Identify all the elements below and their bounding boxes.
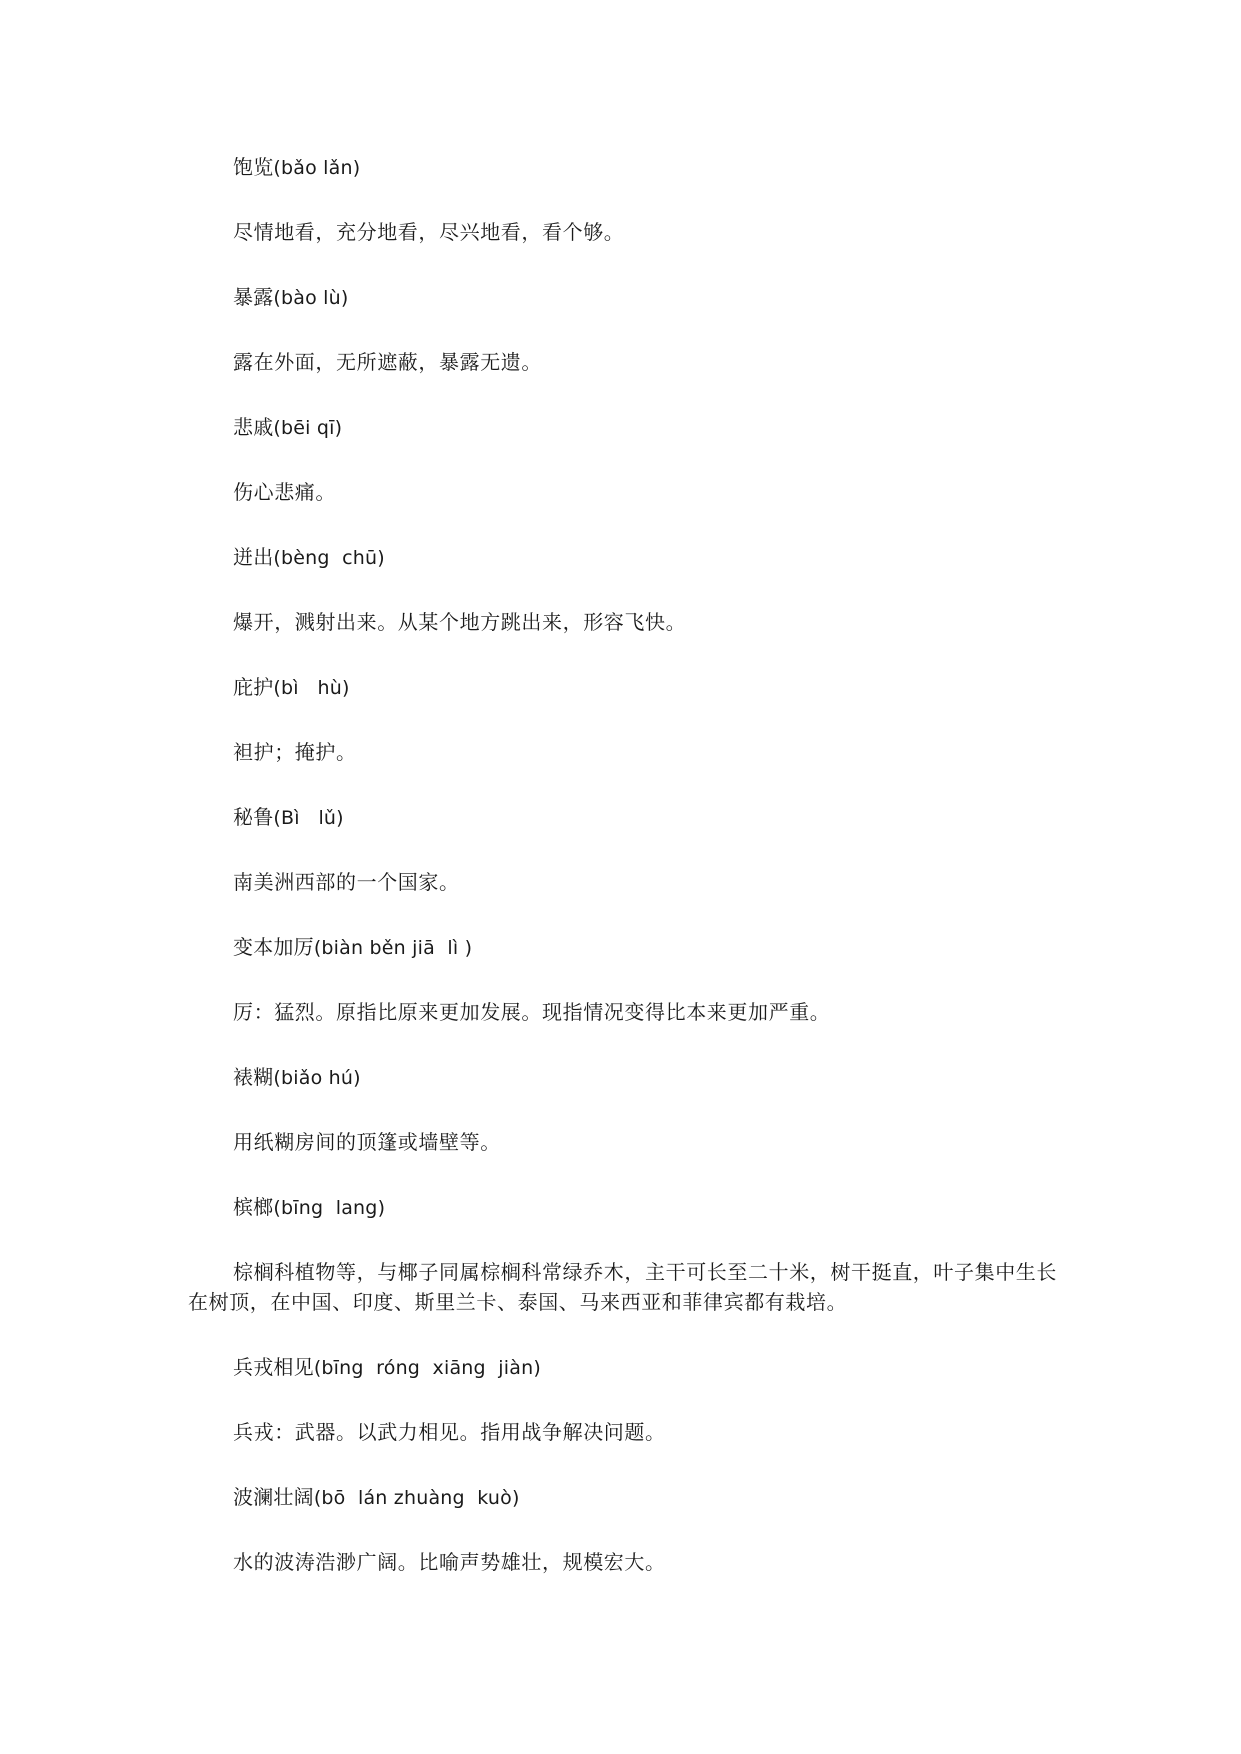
vocab-definition: 袒护；掩护。 — [233, 740, 357, 764]
vocab-entry — [188, 672, 1058, 767]
vocab-entry — [188, 1352, 1058, 1447]
term-word: 槟榔 — [233, 1195, 274, 1219]
term-pinyin: (bèng chū) — [273, 547, 385, 569]
vocab-entry — [188, 1192, 1058, 1317]
term-pinyin: (bō lán zhuàng kuò) — [313, 1487, 520, 1509]
vocab-definition: 伤心悲痛。 — [233, 480, 336, 504]
vocab-entry — [188, 152, 1058, 247]
vocab-definition: 尽情地看，充分地看，尽兴地看，看个够。 — [233, 220, 625, 244]
vocab-definition: 用纸糊房间的顶篷或墙壁等。 — [233, 1130, 501, 1154]
term-word: 秘鲁 — [233, 805, 274, 829]
term-pinyin: (bì hù) — [273, 677, 350, 699]
vocab-term — [233, 282, 1058, 312]
vocab-entry — [188, 412, 1058, 507]
term-pinyin: (bīng róng xiāng jiàn) — [313, 1357, 541, 1379]
term-pinyin: (bīng lang) — [273, 1197, 386, 1219]
vocab-entry — [188, 1062, 1058, 1157]
vocab-term — [233, 1062, 1058, 1092]
vocab-definition: 水的波涛浩渺广阔。比喻声势雄壮，规模宏大。 — [233, 1550, 666, 1574]
vocab-term — [233, 802, 1058, 832]
term-word: 迸出 — [233, 545, 274, 569]
vocab-entry — [188, 932, 1058, 1027]
vocab-term — [233, 542, 1058, 572]
vocab-term — [233, 1352, 1058, 1382]
vocab-term — [233, 672, 1058, 702]
term-word: 兵戎相见 — [233, 1355, 314, 1379]
vocab-entry — [188, 1482, 1058, 1577]
vocab-definition: 露在外面，无所遮蔽，暴露无遗。 — [233, 350, 542, 374]
vocab-definition: 兵戎：武器。以武力相见。指用战争解决问题。 — [233, 1420, 666, 1444]
term-pinyin: (Bì lǔ) — [273, 807, 344, 829]
vocabulary-list — [188, 152, 1058, 1612]
term-pinyin: (bǎo lǎn) — [273, 157, 361, 179]
vocab-entry — [188, 282, 1058, 377]
term-pinyin: (bēi qī) — [273, 417, 343, 439]
term-word: 波澜壮阔 — [233, 1485, 314, 1509]
term-word: 饱览 — [233, 155, 274, 179]
vocab-term — [233, 412, 1058, 442]
vocab-term — [233, 152, 1058, 182]
vocab-definition: 爆开，溅射出来。从某个地方跳出来，形容飞快。 — [233, 610, 687, 634]
term-pinyin: (bào lù) — [273, 287, 349, 309]
vocab-definition: 厉：猛烈。原指比原来更加发展。现指情况变得比本来更加严重。 — [233, 1000, 831, 1024]
term-pinyin: (biǎo hú) — [273, 1067, 361, 1089]
vocab-term — [233, 1482, 1058, 1512]
term-word: 裱糊 — [233, 1065, 274, 1089]
vocab-term — [233, 932, 1058, 962]
vocab-entry — [188, 542, 1058, 637]
term-word: 变本加厉 — [233, 935, 314, 959]
vocab-entry — [188, 802, 1058, 897]
term-word: 悲戚 — [233, 415, 274, 439]
vocab-term — [233, 1192, 1058, 1222]
term-pinyin: (biàn běn jiā lì ) — [313, 937, 473, 959]
vocab-definition: 棕榈科植物等，与椰子同属棕榈科常绿乔木，主干可长至二十米，树干挺直，叶子集中生长在树顶，在中国、印度、斯里兰卡、泰国、马来西亚和菲律宾都有栽培。 — [188, 1260, 1057, 1314]
term-word: 庇护 — [233, 675, 274, 699]
vocab-definition: 南美洲西部的一个国家。 — [233, 870, 460, 894]
term-word: 暴露 — [233, 285, 274, 309]
